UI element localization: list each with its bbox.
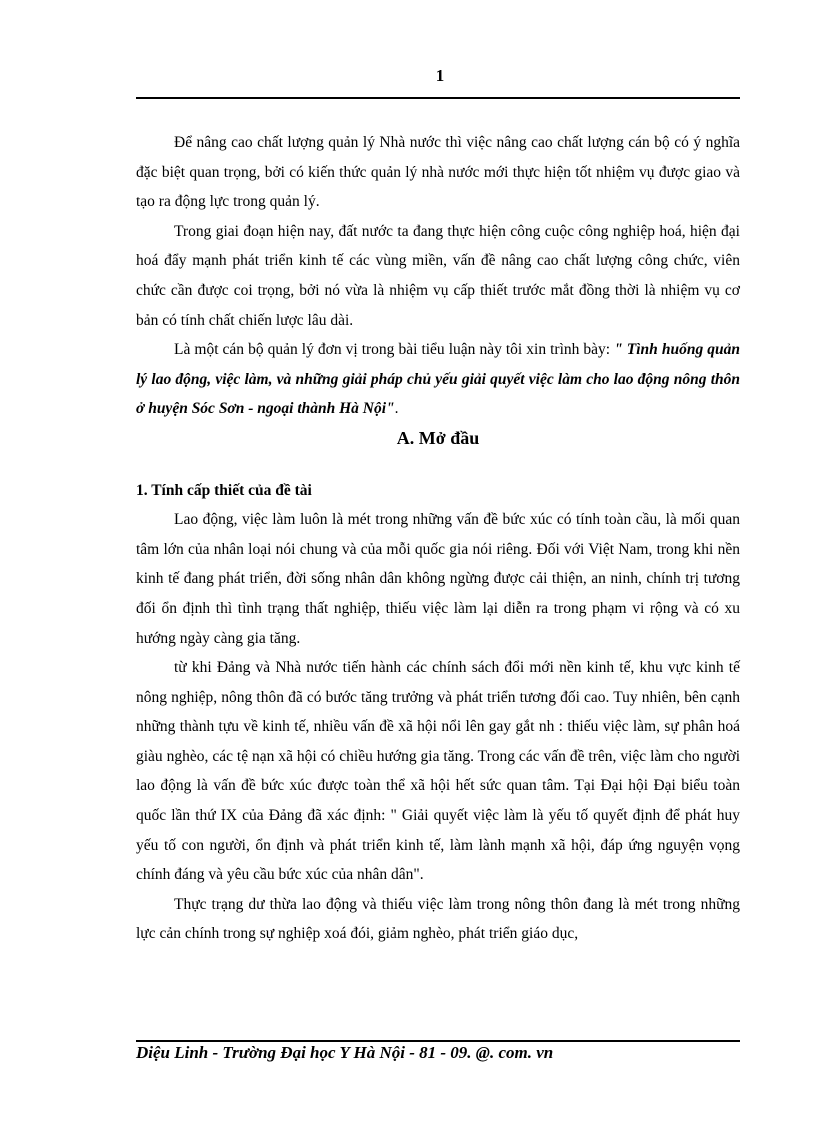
page-number: 1 xyxy=(435,66,445,85)
paragraph: Thực trạng dư thừa lao động và thiếu việc làm trong nông thôn đang là mét trong những lực cản chính trong sự nghiệp xoá đói, giảm nghèo, phát triển giáo dục, xyxy=(136,895,740,943)
section-title: A. Mở đầu xyxy=(396,427,480,448)
sub-heading: 1. Tính cấp thiết của đề tài xyxy=(136,481,312,499)
footer-rule xyxy=(136,1040,740,1042)
intro-end: . xyxy=(394,400,399,418)
essay-title: " Tình huống quản lý lao động, việc làm, và những giải pháp chủ yếu giải quyết việc làm cho lao động nông thôn ở huyện Sóc Sơn - ngoại thành Hà Nội" xyxy=(136,341,740,418)
intro-paragraph xyxy=(136,335,740,424)
paragraph: Trong giai đoạn hiện nay, đất nước ta đang thực hiện công cuộc công nghiệp hoá, hiện đại hoá đẩy mạnh phát triển kinh tế các vùng miền, vấn đề nâng cao chất lượng công chức, viên chức cần được coi trọng, bởi nó vừa là nhiệm vụ cấp thiết trước mắt đồng thời là nhiệm vụ cơ bản có tính chất chiến lược lâu dài. xyxy=(136,222,740,329)
header-rule xyxy=(136,97,740,99)
footer-text: Diệu Linh - Trường Đại học Y Hà Nội - 81 - 09. @. com. vn xyxy=(136,1043,554,1062)
paragraph: Lao động, việc làm luôn là mét trong những vấn đề bức xúc có tính toàn cầu, là mối quan tâm lớn của nhân loại nói chung và của mỗi quốc gia nói riêng. Đối với Việt Nam, trong khi nền kinh tế đang phát triển, đời sống nhân dân không ngừng được cải thiện, an ninh, chính trị tương đối ổn định thì tình trạng thất nghiệp, thiếu việc làm lại diễn ra trong phạm vi rộng và có xu hướng ngày càng gia tăng. xyxy=(136,511,740,647)
paragraph: từ khi Đảng và Nhà nước tiến hành các chính sách đổi mới nền kinh tế, khu vực kinh tế nông nghiệp, nông thôn đã có bước tăng trưởng và phát triển tương đối cao. Tuy nhiên, bên cạnh những thành tựu về kinh tế, nhiều vấn đề xã hội nổi lên gay gắt nh : thiếu việc làm, sự phân hoá giàu nghèo, các tệ nạn xã hội có chiều hướng gia tăng. Trong các vấn đề trên, việc làm cho người lao động là vấn đề bức xúc được toàn thể xã hội hết sức quan tâm. Tại Đại hội Đại biểu toàn quốc lần thứ IX của Đảng đã xác định: " Giải quyết việc làm là yếu tố quyết định để phát huy yếu tố con người, ổn định và phát triển kinh tế, làm lành mạnh xã hội, đáp ứng nguyện vọng chính đáng và yêu cầu bức xúc của nhân dân". xyxy=(136,659,740,884)
document-body xyxy=(136,128,740,949)
paragraph: Để nâng cao chất lượng quản lý Nhà nước thì việc nâng cao chất lượng cán bộ có ý nghĩa đặc biệt quan trọng, bởi có kiến thức quản lý nhà nước mới thực hiện tốt nhiệm vụ được giao và tạo ra động lực trong quản lý. xyxy=(136,134,740,211)
intro-lead: Là một cán bộ quản lý đơn vị trong bài tiểu luận này tôi xin trình bày: xyxy=(174,341,615,359)
